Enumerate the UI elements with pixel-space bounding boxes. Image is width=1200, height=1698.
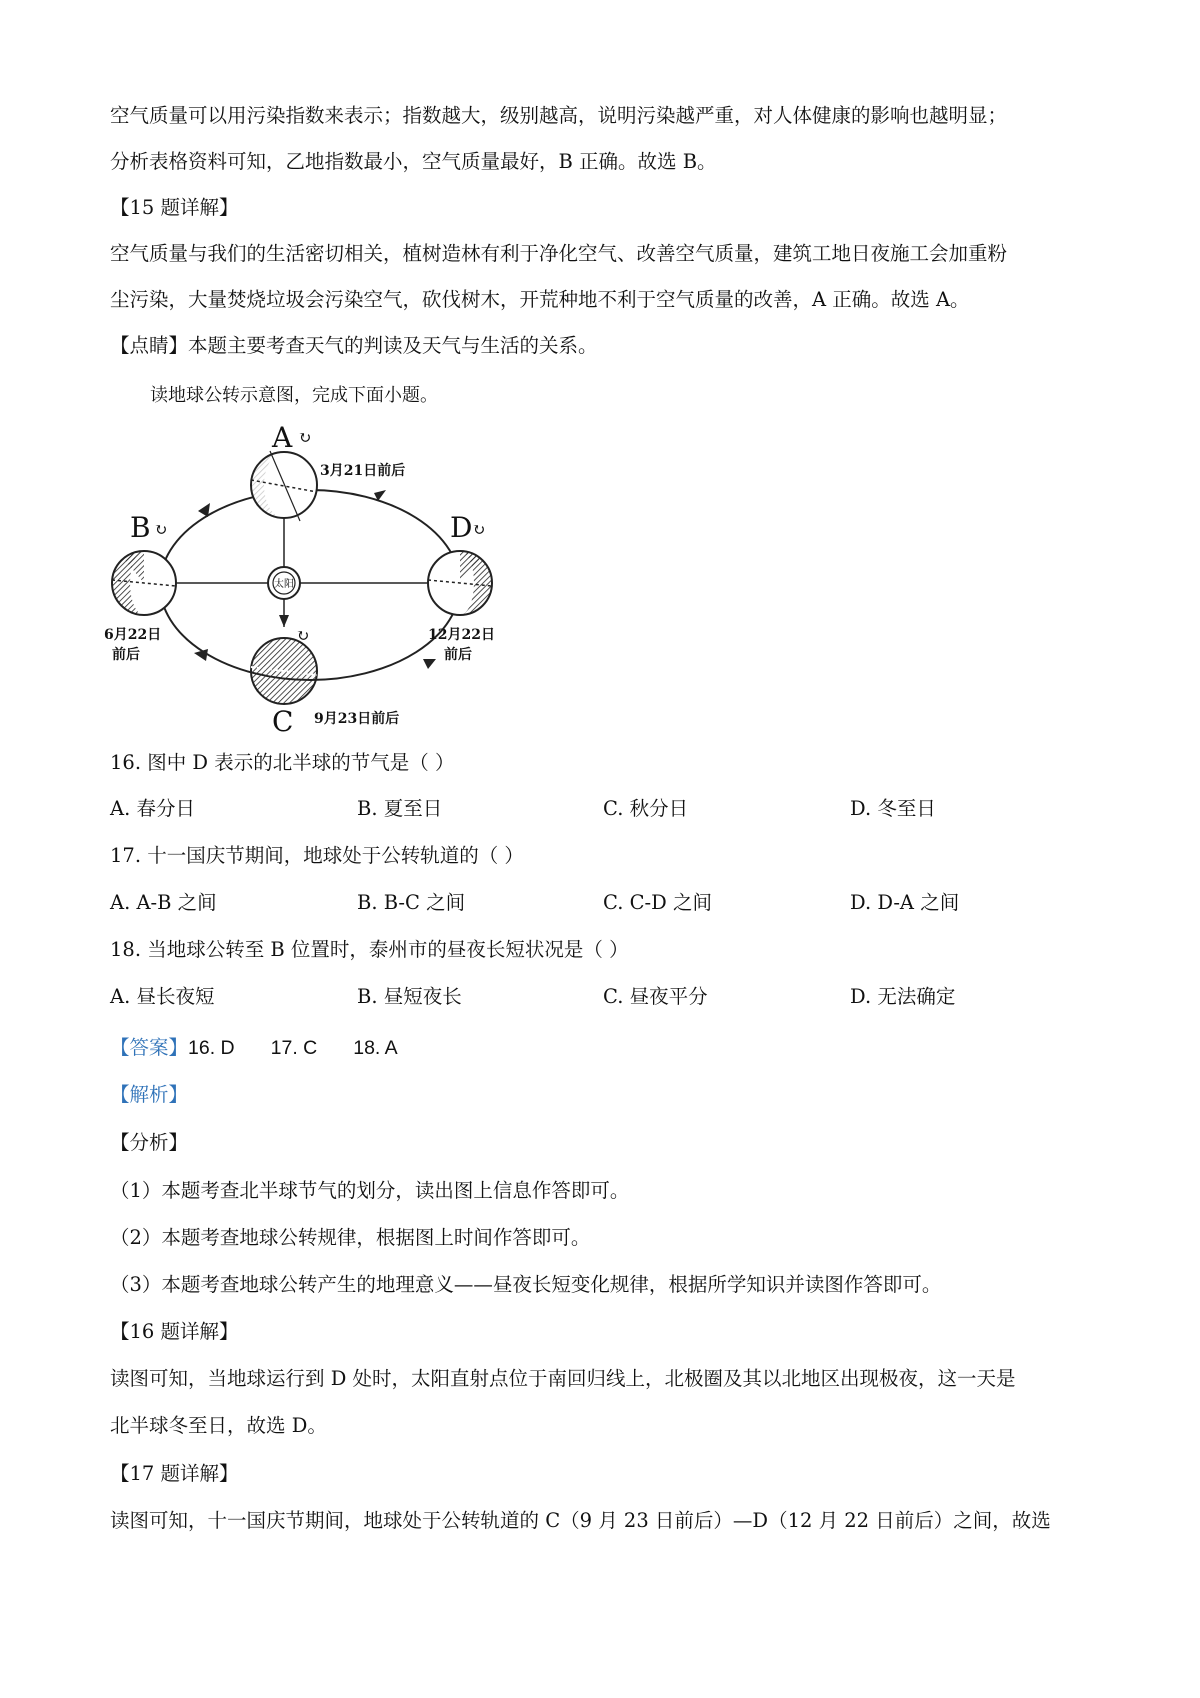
detail-17-line: 读图可知，十一国庆节期间，地球处于公转轨道的 C（9 月 23 日前后）—D（12 月 22 日前后）之间，故选 bbox=[110, 1509, 1051, 1532]
option-18-c[interactable]: C. 昼夜平分 bbox=[603, 985, 708, 1008]
earth-b bbox=[112, 551, 176, 615]
option-18-d[interactable]: D. 无法确定 bbox=[850, 985, 956, 1008]
option-17-a[interactable]: A. A-B 之间 bbox=[110, 891, 217, 914]
section-heading-15: 【15 题详解】 bbox=[110, 196, 239, 219]
earth-d bbox=[428, 551, 492, 615]
orbit-arrow-icon bbox=[198, 503, 210, 517]
option-17-c[interactable]: C. C-D 之间 bbox=[603, 891, 712, 914]
question-18: 18. 当地球公转至 B 位置时，泰州市的昼夜长短状况是（ ） bbox=[110, 938, 629, 961]
analysis-line: （1）本题考查北半球节气的划分，读出图上信息作答即可。 bbox=[110, 1179, 630, 1202]
answer-item: 18. A bbox=[353, 1037, 398, 1059]
date-a: 3月21日前后 bbox=[320, 463, 406, 479]
date-d-line2: 前后 bbox=[444, 647, 472, 663]
answer-label: 【答案】 bbox=[110, 1036, 189, 1059]
option-16-c[interactable]: C. 秋分日 bbox=[603, 797, 689, 820]
jiexi-heading: 【解析】 bbox=[110, 1083, 189, 1106]
option-17-b[interactable]: B. B-C 之间 bbox=[357, 891, 466, 914]
question-17: 17. 十一国庆节期间，地球处于公转轨道的（ ） bbox=[110, 844, 524, 867]
rotation-icon: ↻ bbox=[296, 626, 310, 645]
option-18-b[interactable]: B. 昼短夜长 bbox=[357, 985, 462, 1008]
rotation-icon: ↻ bbox=[298, 428, 312, 447]
orbit-arrow-icon bbox=[423, 659, 436, 669]
figure-intro: 读地球公转示意图，完成下面小题。 bbox=[150, 385, 438, 406]
rotation-icon: ↻ bbox=[472, 520, 486, 539]
date-d-line1: 12月22日 bbox=[428, 627, 495, 643]
earth-c bbox=[251, 638, 317, 704]
label-c: C bbox=[272, 705, 294, 738]
date-b-line1: 6月22日 bbox=[104, 627, 162, 643]
answer-item: 16. D bbox=[188, 1037, 235, 1059]
answer-item: 17. C bbox=[270, 1037, 318, 1059]
question-16: 16. 图中 D 表示的北半球的节气是（ ） bbox=[110, 751, 455, 774]
detail-16-line: 读图可知，当地球运行到 D 处时，太阳直射点位于南回归线上，北极圈及其以北地区出现极夜，这一天是 bbox=[110, 1367, 1016, 1390]
analysis-line: （2）本题考查地球公转规律，根据图上时间作答即可。 bbox=[110, 1226, 591, 1249]
option-17-d[interactable]: D. D-A 之间 bbox=[850, 891, 960, 914]
sun-label: 太阳 bbox=[274, 579, 294, 590]
section-heading-16: 【16 题详解】 bbox=[110, 1320, 239, 1343]
label-b: B bbox=[130, 511, 151, 544]
analysis-line: （3）本题考查地球公转产生的地理意义——昼夜长短变化规律，根据所学知识并读图作答即可。 bbox=[110, 1273, 942, 1296]
detail-16-line: 北半球冬至日，故选 D。 bbox=[110, 1414, 327, 1437]
option-16-d[interactable]: D. 冬至日 bbox=[850, 797, 936, 820]
label-d: D bbox=[450, 511, 473, 544]
earth-orbit-diagram bbox=[104, 421, 520, 738]
arrow-down-icon bbox=[279, 615, 289, 627]
paragraph-line: 空气质量与我们的生活密切相关，植树造林有利于净化空气、改善空气质量，建筑工地日夜施工会加重粉 bbox=[110, 242, 1008, 265]
date-c: 9月23日前后 bbox=[314, 711, 400, 727]
paragraph-line: 尘污染，大量焚烧垃圾会污染空气，砍伐树木，开荒种地不利于空气质量的改善，A 正确。故选 A。 bbox=[110, 288, 970, 311]
fenxi-heading: 【分析】 bbox=[110, 1131, 189, 1154]
option-16-a[interactable]: A. 春分日 bbox=[110, 797, 195, 820]
paragraph-line: 空气质量可以用污染指数来表示；指数越大，级别越高，说明污染越严重，对人体健康的影响也越明显； bbox=[110, 104, 1008, 127]
dianjing-note: 【点睛】本题主要考查天气的判读及天气与生活的关系。 bbox=[110, 334, 598, 357]
rotation-icon: ↻ bbox=[154, 520, 168, 539]
date-b-line2: 前后 bbox=[112, 647, 140, 663]
label-a: A bbox=[272, 421, 293, 454]
paragraph-line: 分析表格资料可知，乙地指数最小，空气质量最好，B 正确。故选 B。 bbox=[110, 150, 717, 173]
earth-a bbox=[251, 451, 317, 521]
option-18-a[interactable]: A. 昼长夜短 bbox=[110, 985, 215, 1008]
section-heading-17: 【17 题详解】 bbox=[110, 1462, 239, 1485]
option-16-b[interactable]: B. 夏至日 bbox=[357, 797, 443, 820]
answer-line bbox=[110, 1036, 434, 1060]
